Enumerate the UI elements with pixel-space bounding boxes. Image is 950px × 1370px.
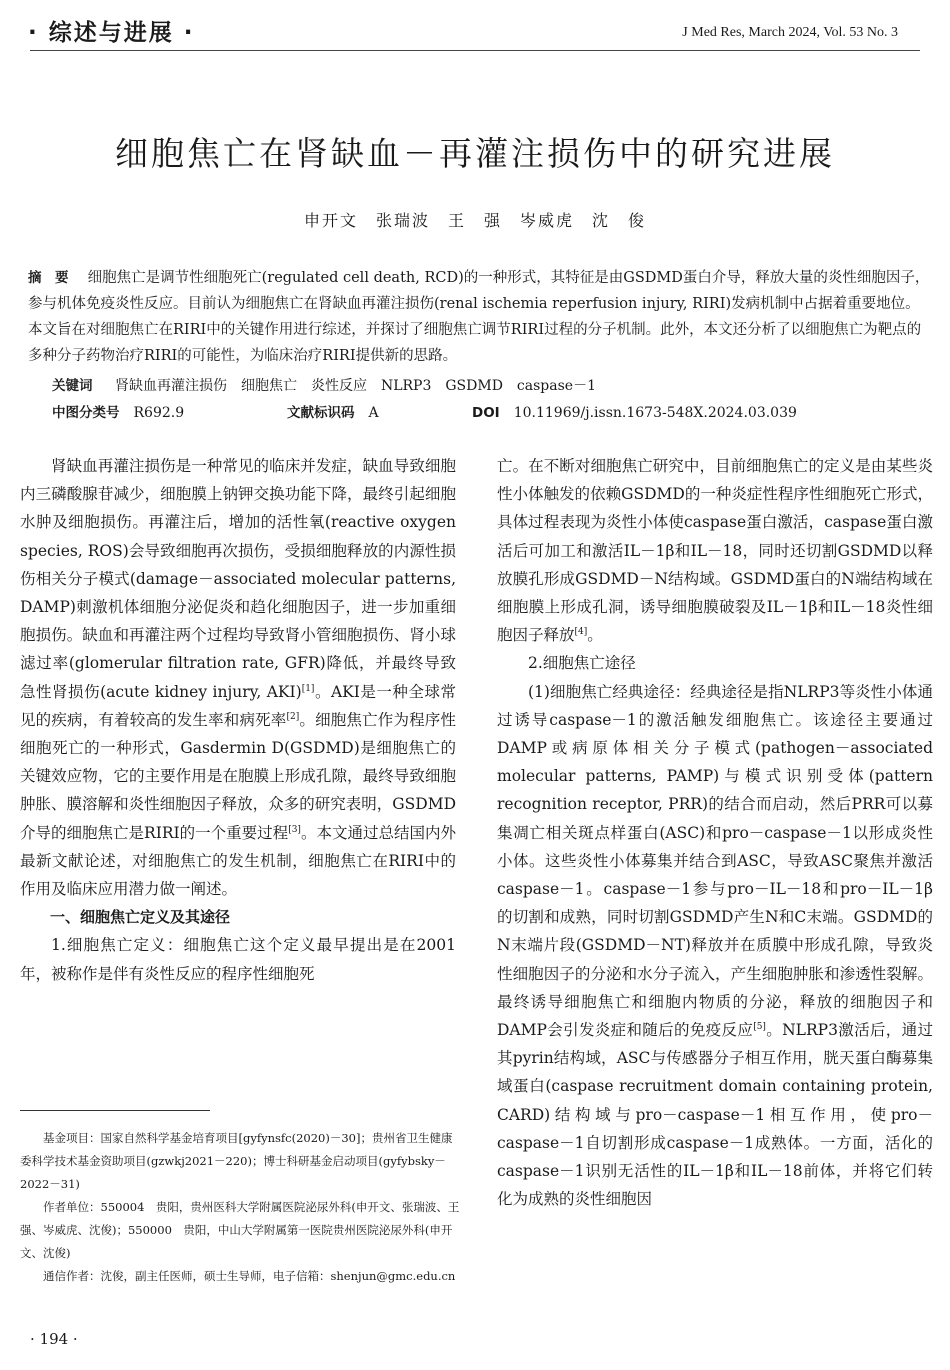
affiliation-note: 作者单位：550004 贵阳，贵州医科大学附属医院泌尿外科(申开文、张瑞波、王强、岑威虎、沈俊)；550000 贵阳，中山大学附属第一医院贵州医院泌尿外科(申开文、沈俊)	[20, 1200, 460, 1260]
correspondence-note: 通信作者：沈俊，副主任医师，硕士生导师，电子信箱：shenjun@gmc.edu.cn	[43, 1269, 456, 1283]
body-paragraph: 肾缺血再灌注损伤是一种常见的临床并发症，缺血导致细胞内三磷酸腺苷减少，细胞膜上钠钾交换功能下降，最终引起细胞水肿及细胞损伤。再灌注后，增加的活性氧(reactive oxygen species, ROS)会导致细胞再次损伤，受损细胞释放的内源性损伤相关分子模式(damage－associated molecular patterns, DAMP)刺激机体细胞分泌促炎和趋化细胞因子，进一步加重细胞损伤。缺血和再灌注两个过程均导致肾小管细胞损伤、肾小球滤过率(glomerular filtration rate, GFR)降低，并最终导致急性肾损伤(acute kidney injury, AKI)[1]。AKI是一种全球常见的疾病，有着较高的发生率和病死率[2]。细胞焦亡作为程序性细胞死亡的一种形式，Gasdermin D(GSDMD)是细胞焦亡的关键效应物，它的主要作用是在胞膜上形成孔隙，最终导致细胞肿胀、膜溶解和炎性细胞因子释放，众多的研究表明，GSDMD介导的细胞焦亡是RIRI的一个重要过程[3]。本文通过总结国内外最新文献论述，对细胞焦亡的发生机制，细胞焦亡在RIRI中的作用及临床应用潜力做一阐述。	[20, 457, 456, 899]
citation-ref: [5]	[753, 1021, 766, 1032]
article-metadata	[52, 401, 797, 422]
left-column	[20, 452, 456, 988]
abstract	[28, 265, 932, 369]
clc-label: 中图分类号	[52, 405, 120, 421]
article-title: 细胞焦亡在肾缺血－再灌注损伤中的研究进展	[115, 134, 835, 173]
page-number: · 194 ·	[30, 1330, 78, 1348]
author-list: 申开文 张瑞波 王 强 岑威虎 沈 俊	[303, 211, 646, 230]
citation-ref: [4]	[574, 627, 588, 638]
abstract-label: 摘 要	[28, 270, 69, 286]
subsection-heading: 2.细胞焦亡途径	[528, 654, 636, 673]
funding-note: 基金项目：国家自然科学基金培育项目[gyfynsfc(2020)－30]；贵州省卫生健康委科学技术基金资助项目(gzwkj2021－220)；博士科研基金启动项目(gyfybsky－2022－31)	[20, 1131, 453, 1191]
journal-citation: J Med Res, March 2024, Vol. 53 No. 3	[682, 25, 898, 40]
doc-code-value: A	[368, 405, 379, 421]
doi-label: DOI	[472, 405, 500, 421]
clc-value: R692.9	[133, 405, 185, 421]
header-divider	[30, 50, 920, 51]
footnote-divider	[20, 1110, 210, 1111]
body-paragraph: 亡。在不断对细胞焦亡研究中，目前细胞焦亡的定义是由某些炎性小体触发的依赖GSDMD的一种炎症性程序性细胞死亡形式，具体过程表现为炎性小体使caspase蛋白激活，caspase蛋白激活后可加工和激活IL－1β和IL－18，同时还切割GSDMD以释放膜孔形成GSDMD－N结构域。GSDMD蛋白的N端结构域在细胞膜上形成孔洞，诱导细胞膜破裂及IL－1β和IL－18炎性细胞因子释放[4]。	[497, 457, 933, 645]
body-paragraph: 1.细胞焦亡定义：细胞焦亡这个定义最早提出是在2001年，被称作是伴有炎性反应的程序性细胞死	[20, 936, 456, 983]
citation-ref: [3]	[288, 824, 301, 835]
section-heading: 一、细胞焦亡定义及其途径	[50, 908, 231, 927]
keywords-text: 肾缺血再灌注损伤 细胞焦亡 炎性反应 NLRP3 GSDMD caspase－1	[114, 378, 596, 394]
keywords	[52, 374, 596, 395]
citation-ref: [2]	[286, 711, 300, 722]
keywords-label: 关键词	[52, 378, 93, 394]
right-column	[497, 452, 933, 1213]
footnotes	[20, 1127, 460, 1288]
abstract-text: 细胞焦亡是调节性细胞死亡(regulated cell death, RCD)的一种形式，其特征是由GSDMD蛋白介导，释放大量的炎性细胞因子，参与机体免疫炎性反应。目前认为细胞焦亡在肾缺血再灌注损伤(renal ischemia reperfusion injury, RIRI)发病机制中占据着重要地位。本文旨在对细胞焦亡在RIRI中的关键作用进行综述，并探讨了细胞焦亡调节RIRI过程的分子机制。此外，本文还分析了以细胞焦亡为靶点的多种分子药物治疗RIRI的可能性，为临床治疗RIRI提供新的思路。	[28, 270, 930, 364]
citation-ref: [1]	[301, 683, 315, 694]
body-paragraph: (1)细胞焦亡经典途径：经典途径是指NLRP3等炎性小体通过诱导caspase－1的激活触发细胞焦亡。该途径主要通过DAMP或病原体相关分子模式(pathogen－associated molecular patterns, PAMP)与模式识别受体(pattern recognition receptor, PRR)的结合而启动，然后PRR可以募集凋亡相关斑点样蛋白(ASC)和pro－caspase－1以形成炎性小体。这些炎性小体募集并结合到ASC，导致ASC聚焦并激活caspase－1。caspase－1参与pro－IL－18和pro－IL－1β的切割和成熟，同时切割GSDMD产生N和C末端。GSDMD的N末端片段(GSDMD－NT)释放并在质膜中形成孔隙，导致炎性细胞因子的分泌和水分子流入，产生细胞肿胀和渗透性裂解。最终诱导细胞焦亡和细胞内物质的分泌，释放的细胞因子和DAMP会引发炎症和随后的免疫反应[5]。NLRP3激活后，通过其pyrin结构域，ASC与传感器分子相互作用，胱天蛋白酶募集域蛋白(caspase recruitment domain containing protein, CARD)结构域与pro－caspase－1相互作用，使pro－caspase－1自切割形成caspase－1成熟体。一方面，活化的caspase－1识别无活性的IL－1β和IL－18前体，并将它们转化为成熟的炎性细胞因	[497, 682, 933, 1209]
doi-value: 10.11969/j.issn.1673-548X.2024.03.039	[513, 405, 797, 421]
section-label: · 综述与进展 ·	[28, 20, 195, 46]
doc-code-label: 文献标识码	[287, 405, 355, 421]
